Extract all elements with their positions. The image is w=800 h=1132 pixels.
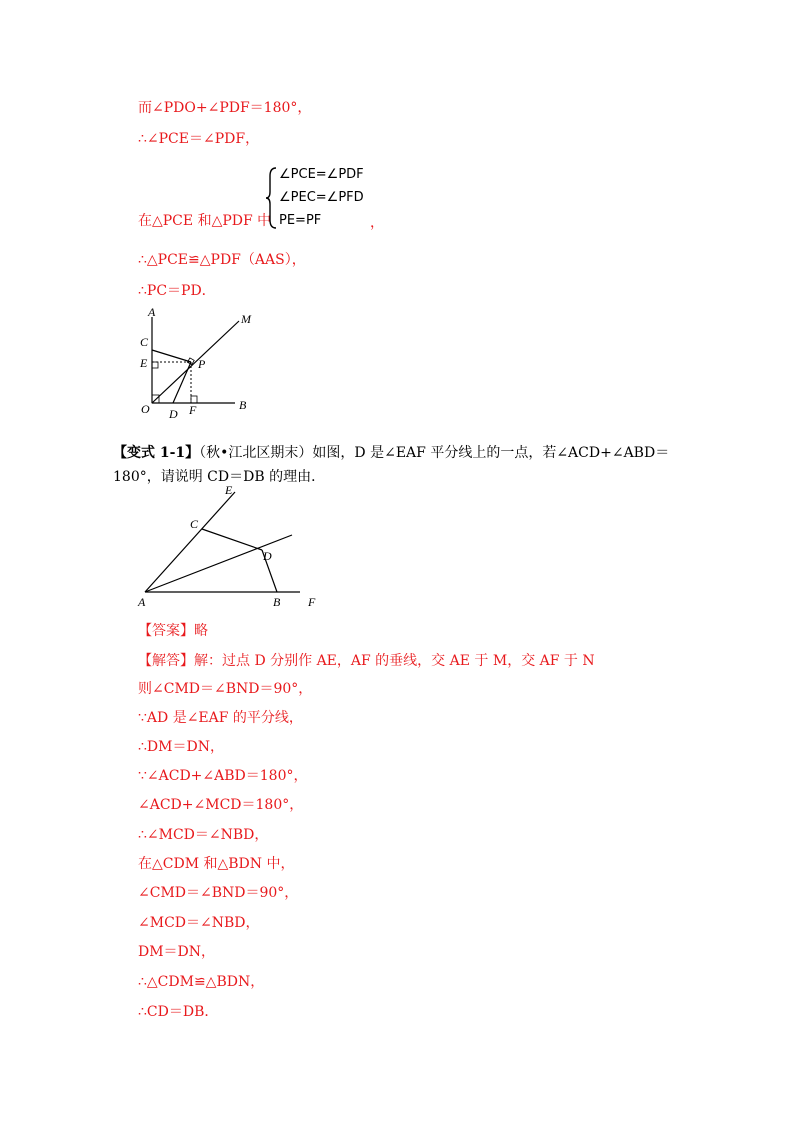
- label-A: A: [138, 595, 146, 609]
- label-B: B: [273, 595, 281, 609]
- label-P: P: [198, 357, 206, 371]
- figure-1: [135, 305, 270, 425]
- system-eq-2: ∠PEC=∠PFD: [279, 190, 364, 205]
- line-CD: [202, 529, 262, 550]
- solution-line-4: ∴PC＝PD．: [138, 283, 216, 299]
- variant-title-line: [113, 444, 669, 462]
- label-A: A: [148, 305, 156, 319]
- variant-text-2: 180°，请说明 CD＝DB 的理由．: [113, 469, 326, 485]
- figure-2: [135, 480, 335, 610]
- label-M: M: [241, 312, 251, 326]
- answer-line-10: DM＝DN，: [138, 944, 216, 960]
- label-E: E: [225, 483, 233, 497]
- label-C: C: [190, 517, 199, 531]
- system-suffix: ，: [370, 215, 384, 231]
- solution-head: 【解答】解：过点 D 分别作 AE，AF 的垂线，交 AE 于 M，交 AF 于 N: [138, 653, 595, 669]
- answer-line-9: ∠MCD＝∠NBD，: [138, 915, 260, 931]
- answer-line-7: 在△CDM 和△BDN 中，: [138, 856, 295, 872]
- answer-line-8: ∠CMD＝∠BND＝90°，: [138, 885, 299, 901]
- solution-line-2: ∴∠PCE＝∠PDF，: [138, 131, 260, 147]
- label-F: F: [308, 595, 316, 609]
- solution-line-1: 而∠PDO+∠PDF＝180°，: [138, 100, 312, 116]
- answer-line-5: ∠ACD+∠MCD＝180°，: [138, 797, 304, 813]
- label-C: C: [140, 335, 149, 349]
- label-F: F: [189, 403, 197, 417]
- answer-line-2: ∵AD 是∠EAF 的平分线，: [138, 710, 303, 726]
- label-B: B: [239, 398, 247, 412]
- answer-line-12: ∴CD＝DB．: [138, 1004, 219, 1020]
- solution-line-3: ∴△PCE≌△PDF（AAS），: [138, 252, 306, 268]
- right-angle-E: [152, 362, 158, 368]
- answer-label: 【答案】略: [138, 623, 208, 639]
- answer-line-3: ∴DM＝DN，: [138, 739, 224, 755]
- system-prefix: 在△PCE 和△PDF 中: [138, 213, 272, 229]
- answer-line-11: ∴△CDM≌△BDN，: [138, 974, 265, 990]
- label-D: D: [169, 407, 178, 421]
- right-angle-F: [191, 396, 197, 403]
- line-AE: [145, 492, 235, 592]
- system-eq-3: PE=PF: [279, 213, 322, 228]
- label-O: O: [141, 402, 150, 416]
- line-CP: [152, 350, 191, 362]
- answer-line-6: ∴∠MCD＝∠NBD，: [138, 827, 269, 843]
- line-AD: [145, 535, 292, 592]
- variant-title: 【变式 1-1】: [113, 445, 200, 461]
- variant-text-1: （秋•江北区期末）如图，D 是∠EAF 平分线上的一点，若∠ACD+∠ABD＝: [199, 445, 670, 461]
- label-D: D: [263, 549, 272, 563]
- system-eq-1: ∠PCE=∠PDF: [279, 167, 364, 182]
- label-E: E: [140, 356, 148, 370]
- answer-line-4: ∵∠ACD+∠ABD＝180°，: [138, 768, 308, 784]
- line-PD: [173, 362, 191, 403]
- answer-line-1: 则∠CMD＝∠BND＝90°，: [138, 681, 313, 697]
- system-brace: [266, 166, 278, 230]
